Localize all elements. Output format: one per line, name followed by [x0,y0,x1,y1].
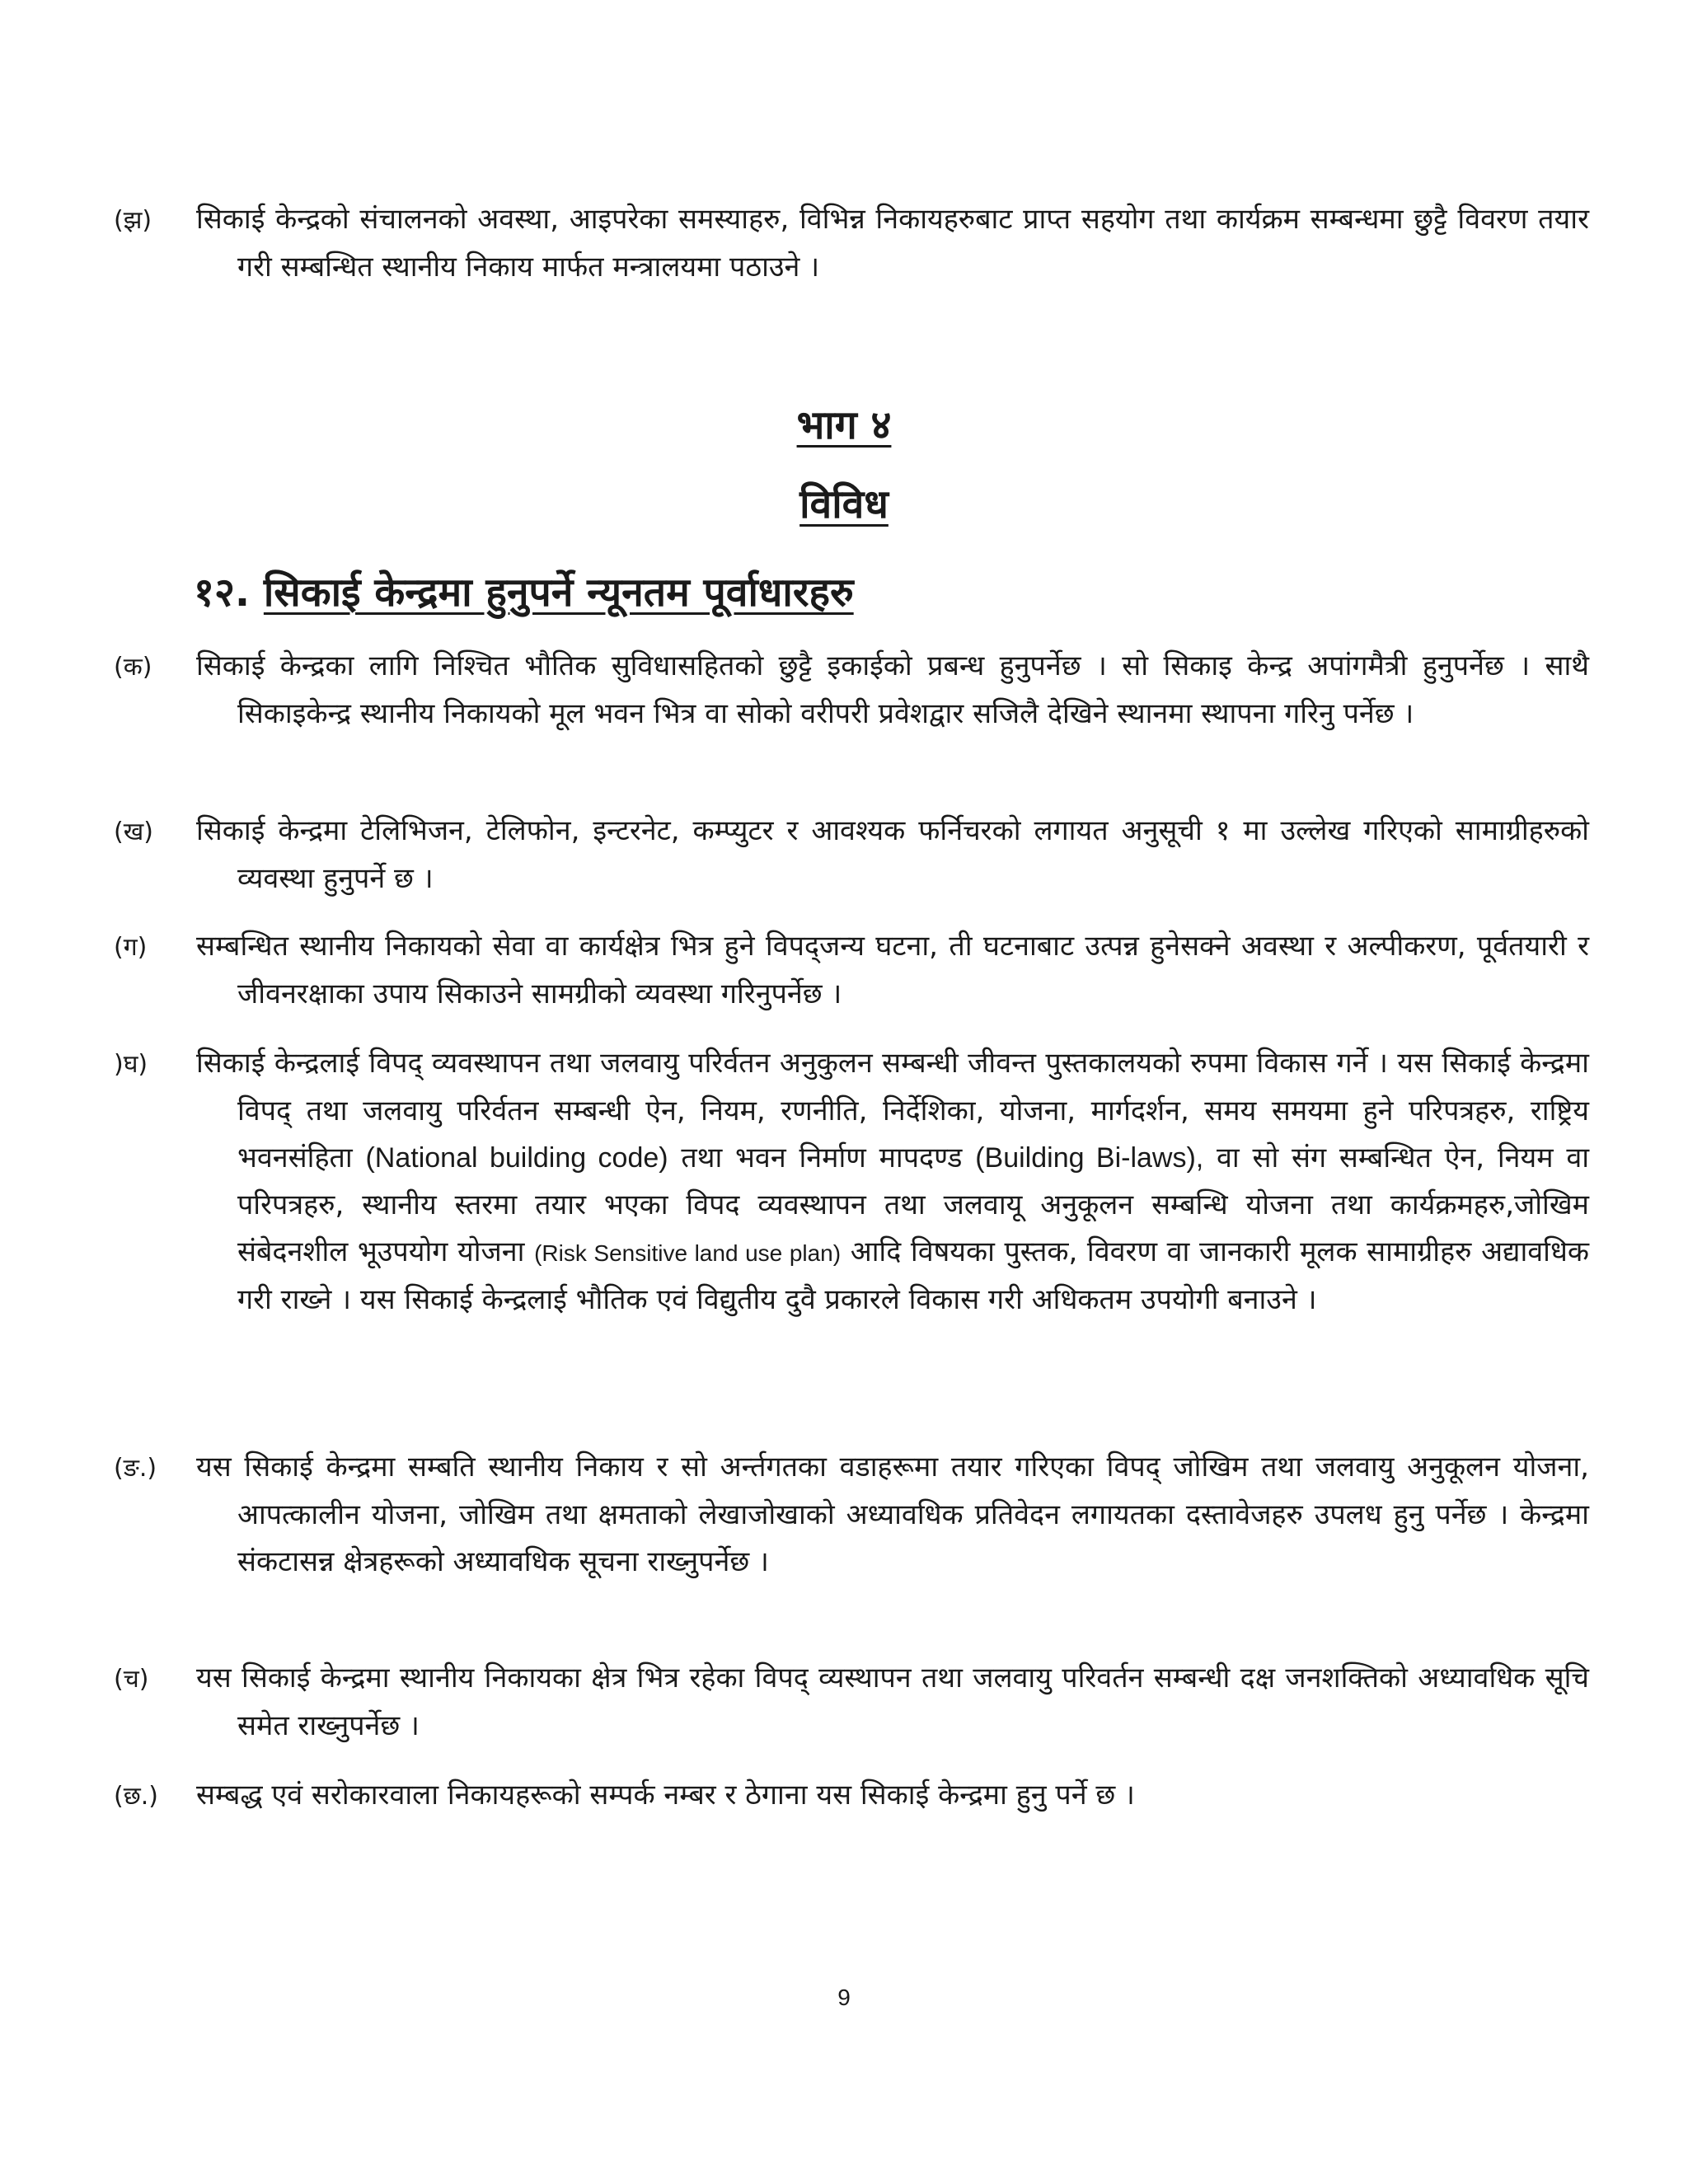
part-number-heading [0,399,1688,452]
item-text: यस सिकाई केन्द्रमा स्थानीय निकायका क्षेत्र भित्र रहेका विपद् व्यस्थापन तथा जलवायु परिवर्तन सम्बन्धी दक्ष जनशक्तिको अध्यावधिक सूचि समेत राख्नुपर्नेछ । [196,1661,1589,1742]
section-number: १२. [194,569,251,616]
item-ga [114,923,1589,1018]
item-kha [114,808,1589,902]
item-text: सिकाई केन्द्रको संचालनको अवस्था, आइपरेका समस्याहरु, विभिन्न निकायहरुबाट प्राप्त सहयोग तथा कार्यक्रम सम्बन्धमा छुट्टै विवरण तयार गरी सम्बन्धित स्थानीय निकाय मार्फत मन्त्रालयमा पठाउने । [196,203,1589,284]
item-text: यस सिकाई केन्द्रमा सम्बति स्थानीय निकाय र सो अर्न्तगतका वडाहरूमा तयार गरिएका विपद् जोखिम तथा जलवायु अनुकूलन योजना, आपत्कालीन योजना, जोखिम तथा क्षमताको लेखाजोखाको अध्यावधिक प्रतिवेदन लगायतका दस्तावेजहरु उपलध हुनु पर्नेछ । केन्द्रमा संकटासन्न क्षेत्रहरूको अध्यावधिक सूचना राख्नुपर्नेछ । [196,1451,1589,1578]
item-text-latin-1: (National building code) [365,1142,668,1174]
item-text-part-2: तथा भवन निर्माण मापदण्ड [681,1141,963,1174]
item-text-latin-3: (Risk Sensitive land use plan) [534,1240,842,1266]
item-text-part-3: वा सो संग सम्बन्धित ऐन, नियम वा परिपत्रहरु, स्थानीय स्तरमा तयार भएका विपद व्यवस्थापन तथा जलवायू अनुकूलन सम्बन्धि योजना तथा कार्यक्रमहरु,जोखिम संबेदनशील भूउपयोग योजना [237,1141,1590,1268]
section-title: सिकाई केन्द्रमा हुनुपर्ने न्यूनतम पूर्वाधारहरु [263,569,854,616]
item-ka [114,643,1589,738]
item-text: सिकाई केन्द्रका लागि निश्चित भौतिक सुविधासहितको छुट्टै इकाईको प्रबन्ध हुनुपर्नेछ । सो सिकाइ केन्द्र अपांगमैत्री हुनुपर्नेछ । साथै सिकाइकेन्द्र स्थानीय निकायको मूल भवन भित्र वा सोको वरीपरी प्रवेशद्वार सजिलै देखिने स्थानमा स्थापना गरिनु पर्नेछ । [196,649,1589,730]
item-marker: (क) [114,653,152,682]
item-marker: (ख) [114,818,153,846]
item-nga [114,1444,1589,1586]
page-number: 9 [837,1985,851,2010]
item-marker: )घ) [114,1050,148,1079]
item-cha [114,1655,1589,1750]
item-gha [114,1040,1590,1324]
item-text-latin-2: (Building Bi-laws), [975,1142,1204,1174]
item-marker: (ङ.) [114,1454,157,1483]
item-text: सम्बद्ध एवं सरोकारवाला निकायहरूको सम्पर्क नम्बर र ठेगाना यस सिकाई केन्द्रमा हुनु पर्ने छ । [196,1779,1135,1811]
part-title-heading [0,478,1688,531]
item-marker: (झ) [114,206,152,235]
item-chha [114,1772,1589,1820]
paragraph-jha [114,196,1589,291]
item-marker: (छ.) [114,1782,158,1811]
item-text: सिकाई केन्द्रमा टेलिभिजन, टेलिफोन, इन्टरनेट, कम्प्युटर र आवश्यक फर्निचरको लगायत अनुसूची १ मा उल्लेख गरिएको सामाग्रीहरुको व्यवस्था हुनुपर्ने छ । [196,814,1589,895]
item-text-part-1: सिकाई केन्द्रलाई विपद् व्यवस्थापन तथा जलवायु परिर्वतन अनुकुलन सम्बन्धी जीवन्त पुस्तकालयको रुपमा विकास गर्ने । यस सिकाई केन्द्रमा विपद् तथा जलवायु परिर्वतन सम्बन्धी ऐन, नियम, रणनीति, निर्देशिका, योजना, मार्गदर्शन, समय समयमा हुने परिपत्रहरु, राष्ट्रिय भवनसंहिता [196,1047,1589,1174]
item-text: सम्बन्धित स्थानीय निकायको सेवा वा कार्यक्षेत्र भित्र हुने विपद्जन्य घटना, ती घटनाबाट उत्पन्न हुनेसक्ने अवस्था र अल्पीकरण, पूर्वतयारी र जीवनरक्षाका उपाय सिकाउने सामग्रीको व्यवस्था गरिनुपर्नेछ । [196,930,1589,1010]
item-text-part-4: आदि विषयका पुस्तक, विवरण वा जानकारी मूलक सामाग्रीहरु अद्यावधिक गरी राख्ने । यस सिकाई केन्द्रलाई भौतिक एवं विद्युतीय दुवै प्रकारले विकास गरी अधिकतम उपयोगी बनाउने । [237,1235,1590,1316]
item-marker: (ग) [114,933,148,962]
item-marker: (च) [114,1665,149,1694]
section-heading [194,564,1595,621]
part-title: विविध [799,481,889,527]
part-number-label: भाग ४ [796,402,892,448]
